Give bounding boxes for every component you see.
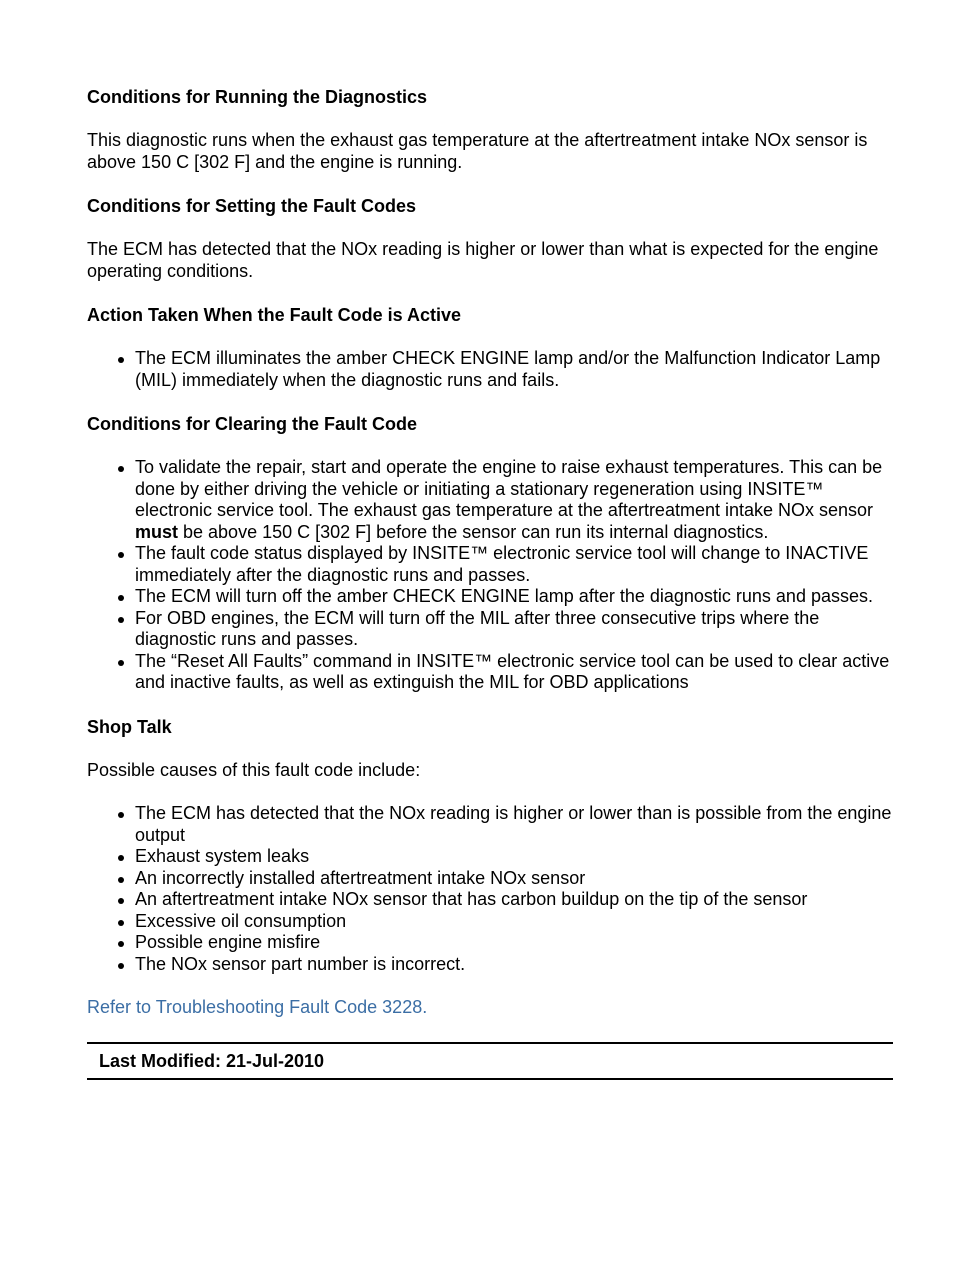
list-item: The ECM will turn off the amber CHECK ENGINE lamp after the diagnostic runs and passes. [135,586,893,608]
list-item: For OBD engines, the ECM will turn off the MIL after three consecutive trips where the diagnostic runs and passes. [135,608,893,651]
action-list [87,348,893,391]
clearing-list [87,457,893,694]
last-modified-label: Last Modified: 21-Jul-2010 [99,1050,325,1071]
heading-running: Conditions for Running the Diagnostics [87,87,427,107]
setting-text: The ECM has detected that the NOx reading is higher or lower than what is expected for the engine operating conditions. [87,239,879,281]
list-item: Exhaust system leaks [135,846,893,868]
running-text: This diagnostic runs when the exhaust gas temperature at the aftertreatment intake NOx sensor is above 150 C [302 F] and the engine is running. [87,130,868,172]
list-item: The ECM illuminates the amber CHECK ENGINE lamp and/or the Malfunction Indicator Lamp (MIL) immediately when the diagnostic runs and fails. [135,348,893,391]
list-item: The “Reset All Faults” command in INSITE™ electronic service tool can be used to clear active and inactive faults, as well as extinguish the MIL for OBD applications [135,651,893,694]
heading-action: Action Taken When the Fault Code is Active [87,305,462,325]
list-item: The ECM has detected that the NOx reading is higher or lower than is possible from the engine output [135,803,892,845]
heading-clearing: Conditions for Clearing the Fault Code [87,414,417,434]
list-item: Possible engine misfire [135,932,893,954]
list-item: The NOx sensor part number is incorrect. [135,954,893,976]
list-item: An incorrectly installed aftertreatment intake NOx sensor [135,868,893,890]
troubleshooting-link[interactable]: Refer to Troubleshooting Fault Code 3228. [87,997,428,1017]
list-item [135,457,893,543]
shop-talk-intro: Possible causes of this fault code include: [87,759,421,780]
emphasis-must: must [135,521,179,542]
list-item-text: be above 150 C [302 F] before the sensor can run its internal diagnostics. [178,521,769,542]
list-item: Excessive oil consumption [135,911,893,933]
last-modified-box [87,1042,893,1080]
list-item: The fault code status displayed by INSITE™ electronic service tool will change to INACTIVE immediately after the diagnostic runs and passes. [135,543,893,586]
document-page [87,86,893,1080]
causes-list [87,803,893,975]
heading-shop-talk: Shop Talk [87,716,172,737]
list-item: An aftertreatment intake NOx sensor that has carbon buildup on the tip of the sensor [135,889,893,911]
heading-setting: Conditions for Setting the Fault Codes [87,196,416,216]
list-item-text: To validate the repair, start and operate the engine to raise exhaust temperatures. This can be done by either driving the vehicle or initiating a stationary regeneration using INSITE™ electronic service tool. The exhaust gas temperature at the aftertreatment intake NOx sensor [135,457,883,520]
